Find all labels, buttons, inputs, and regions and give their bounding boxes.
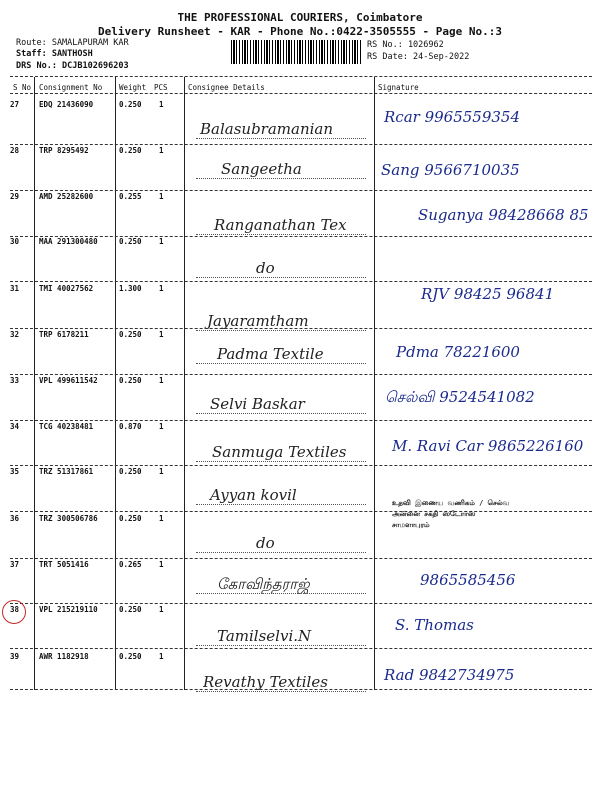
row-divider <box>10 144 592 145</box>
cell-pcs: 1 <box>159 237 164 246</box>
cell-consignment: TMI 40027562 <box>39 284 94 293</box>
cell-consignment: MAA 291300480 <box>39 237 98 246</box>
cell-sno: 37 <box>10 560 20 569</box>
cell-weight: 0.250 <box>119 237 142 246</box>
cell-sno: 35 <box>10 467 20 476</box>
company-title: THE PROFESSIONAL COURIERS, Coimbatore <box>177 11 423 24</box>
cell-weight: 0.250 <box>119 146 142 155</box>
rs-number: RS No.: 1026962 <box>367 40 444 50</box>
cell-sno: 30 <box>10 237 20 246</box>
consignee-handwritten: Tamilselvi.N <box>217 627 312 645</box>
stamp-line-1: உதவி இணைய வணிகம் / செல்வ <box>392 499 510 507</box>
signature-handwritten: Rcar 9965559354 <box>384 108 521 126</box>
row-divider <box>10 190 592 191</box>
header-top-rule <box>10 76 592 77</box>
consignee-underline <box>196 645 366 646</box>
cell-weight: 1.300 <box>119 284 142 293</box>
col-divider <box>115 77 116 690</box>
cell-consignment: TCG 40238481 <box>39 422 94 431</box>
consignee-handwritten: Ranganathan Tex <box>214 216 347 234</box>
cell-consignment: AWR 1182918 <box>39 652 89 661</box>
cell-consignment: TRP 6178211 <box>39 330 89 339</box>
col-divider <box>184 77 185 690</box>
consignee-handwritten: Sanmuga Textiles <box>212 443 347 461</box>
shop-stamp <box>392 498 509 531</box>
cell-pcs: 1 <box>159 100 164 109</box>
consignee-handwritten: Balasubramanian <box>200 120 334 138</box>
cell-sno: 34 <box>10 422 20 431</box>
cell-consignment: TRZ 300506786 <box>39 514 98 523</box>
stamp-line-2: அன்னை சக்தி ஸ்டோர்ஸ் <box>392 510 476 518</box>
consignee-handwritten: do <box>256 534 275 552</box>
cell-pcs: 1 <box>159 467 164 476</box>
signature-handwritten: Sang 9566710035 <box>381 161 520 179</box>
consignee-underline <box>196 691 366 692</box>
signature-handwritten: செல்வி 9524541082 <box>385 388 535 406</box>
cell-consignment: AMD 25282600 <box>39 192 94 201</box>
drs-number: DRS No.: DCJB102696203 <box>16 61 129 71</box>
consignee-handwritten: Padma Textile <box>217 345 324 363</box>
cell-weight: 0.250 <box>119 605 142 614</box>
cell-pcs: 1 <box>159 192 164 201</box>
cell-sno: 32 <box>10 330 20 339</box>
cell-sno: 36 <box>10 514 20 523</box>
consignee-handwritten: Sangeetha <box>221 160 302 178</box>
consignee-underline <box>196 234 366 235</box>
cell-consignment: VPL 499611542 <box>39 376 98 385</box>
cell-sno: 38 <box>10 605 20 614</box>
cell-weight: 0.250 <box>119 467 142 476</box>
row-divider <box>10 328 592 329</box>
row-divider <box>10 648 592 649</box>
cell-consignment: TRZ 51317861 <box>39 467 94 476</box>
cell-weight: 0.265 <box>119 560 142 569</box>
cell-weight: 0.250 <box>119 652 142 661</box>
cell-sno: 27 <box>10 100 20 109</box>
cell-consignment: TRT 5051416 <box>39 560 89 569</box>
cell-pcs: 1 <box>159 560 164 569</box>
runsheet-subtitle: Delivery Runsheet - KAR - Phone No.:0422-3505555 - Page No.:3 <box>98 25 502 38</box>
cell-weight: 0.250 <box>119 100 142 109</box>
cell-consignment: EDQ 21436090 <box>39 100 94 109</box>
consignee-handwritten: Revathy Textiles <box>203 673 328 691</box>
col-header-sno: S No <box>13 83 32 92</box>
cell-sno: 33 <box>10 376 20 385</box>
cell-pcs: 1 <box>159 330 164 339</box>
signature-handwritten: Suganya 98428668 85 <box>418 206 589 224</box>
row-divider <box>10 465 592 466</box>
consignee-underline <box>196 178 366 179</box>
signature-handwritten: S. Thomas <box>395 616 474 634</box>
cell-weight: 0.250 <box>119 514 142 523</box>
consignee-underline <box>196 593 366 594</box>
signature-handwritten: M. Ravi Car 9865226160 <box>392 437 584 455</box>
col-divider <box>34 77 35 690</box>
cell-pcs: 1 <box>159 422 164 431</box>
consignee-underline <box>196 363 366 364</box>
signature-handwritten: RJV 98425 96841 <box>421 285 555 303</box>
cell-pcs: 1 <box>159 284 164 293</box>
col-header-pcs: PCS <box>154 83 168 92</box>
col-divider <box>374 77 375 690</box>
stamp-line-3: சாமளாபுரம் <box>392 521 430 529</box>
row-divider <box>10 281 592 282</box>
cell-weight: 0.870 <box>119 422 142 431</box>
rs-date: RS Date: 24-Sep-2022 <box>367 52 470 62</box>
row-divider <box>10 558 592 559</box>
consignee-underline <box>196 552 366 553</box>
consignee-underline <box>196 330 366 331</box>
row-divider <box>10 603 592 604</box>
consignee-handwritten: Selvi Baskar <box>210 395 305 413</box>
cell-pcs: 1 <box>159 652 164 661</box>
consignee-underline <box>196 138 366 139</box>
consignee-underline <box>196 461 366 462</box>
signature-handwritten: Rad 9842734975 <box>384 666 515 684</box>
consignee-handwritten: Ayyan kovil <box>210 486 297 504</box>
cell-sno: 28 <box>10 146 20 155</box>
row-divider <box>10 689 592 690</box>
staff-text: Staff: SANTHOSH <box>16 49 93 59</box>
barcode <box>231 40 361 64</box>
cell-consignment: TRP 8295492 <box>39 146 89 155</box>
red-circle-mark <box>2 600 26 624</box>
cell-consignment: VPL 215219110 <box>39 605 98 614</box>
cell-pcs: 1 <box>159 514 164 523</box>
row-divider <box>10 420 592 421</box>
route-text: Route: SAMALAPURAM KAR <box>16 38 129 48</box>
consignee-underline <box>196 277 366 278</box>
row-divider <box>10 374 592 375</box>
consignee-underline <box>196 413 366 414</box>
cell-pcs: 1 <box>159 376 164 385</box>
cell-sno: 29 <box>10 192 20 201</box>
col-header-consignment: Consignment No <box>39 83 103 92</box>
cell-pcs: 1 <box>159 146 164 155</box>
header-bottom-rule <box>10 93 592 94</box>
col-header-weight: Weight <box>119 83 147 92</box>
cell-weight: 0.250 <box>119 330 142 339</box>
signature-handwritten: 9865585456 <box>420 571 516 589</box>
signature-handwritten: Pdma 78221600 <box>396 343 520 361</box>
cell-sno: 39 <box>10 652 20 661</box>
consignee-handwritten: Jayaramtham <box>207 312 309 330</box>
consignee-handwritten: do <box>256 259 275 277</box>
col-header-consignee: Consignee Details <box>188 83 265 92</box>
col-header-signature: Signature <box>378 83 419 92</box>
consignee-handwritten: கோவிந்தராஜ் <box>217 575 310 593</box>
cell-weight: 0.255 <box>119 192 142 201</box>
consignee-underline <box>196 504 366 505</box>
cell-sno: 31 <box>10 284 20 293</box>
cell-weight: 0.250 <box>119 376 142 385</box>
cell-pcs: 1 <box>159 605 164 614</box>
